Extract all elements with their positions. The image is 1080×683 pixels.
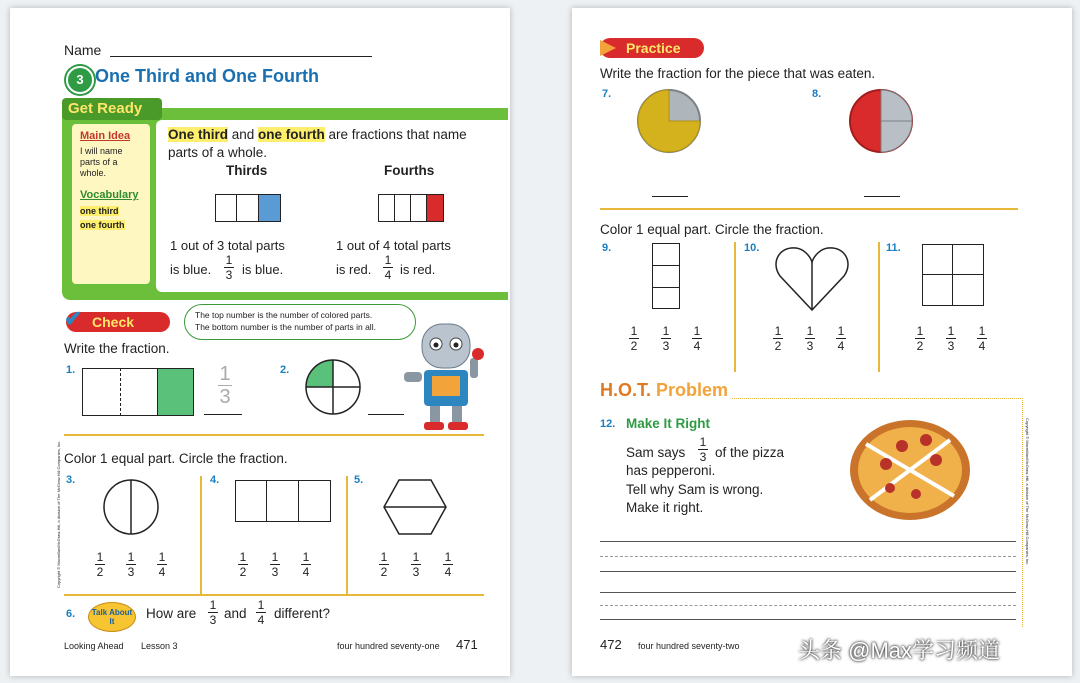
fourths-caption: is red. bbox=[400, 262, 436, 277]
choice-fraction[interactable]: 1 3 bbox=[127, 550, 135, 579]
question-number: 4. bbox=[210, 474, 220, 486]
intro-highlight: One third bbox=[168, 127, 228, 142]
question-number: 3. bbox=[66, 474, 76, 486]
intro-text bbox=[168, 126, 468, 162]
q4-bar[interactable] bbox=[235, 480, 331, 522]
name-field[interactable] bbox=[110, 56, 372, 57]
choice-fraction[interactable]: 1 3 bbox=[947, 324, 955, 353]
q6-text: different? bbox=[274, 606, 331, 621]
choice-fraction[interactable]: 1 2 bbox=[239, 550, 247, 579]
thirds-caption: 1 out of 3 total parts bbox=[170, 238, 285, 253]
answer-line[interactable] bbox=[652, 196, 688, 197]
main-idea-label: Main Idea bbox=[80, 130, 131, 142]
divider bbox=[410, 194, 411, 222]
choice-fraction[interactable]: 1 4 bbox=[444, 550, 452, 579]
question-number: 7. bbox=[602, 88, 612, 100]
choice-fraction[interactable]: 1 2 bbox=[916, 324, 924, 353]
divider bbox=[394, 194, 395, 222]
choice-fraction[interactable]: 1 2 bbox=[774, 324, 782, 353]
q5-hexagon[interactable] bbox=[382, 478, 448, 536]
q1-answer-fraction: 1 3 bbox=[219, 363, 231, 408]
q3-circle[interactable] bbox=[102, 478, 160, 536]
choice-fraction[interactable]: 1 4 bbox=[693, 324, 701, 353]
hot-problem-title: H.O.T. Problem bbox=[600, 380, 729, 400]
main-idea-text: I will name parts of a whole. bbox=[80, 146, 123, 178]
q12-text: Sam says bbox=[626, 445, 686, 460]
right-page bbox=[572, 8, 1072, 676]
column-divider bbox=[878, 242, 880, 372]
watermark: 头条 @Max学习频道 bbox=[798, 638, 1001, 663]
footer-lesson: Lesson 3 bbox=[141, 641, 178, 651]
fraction-one-third: 1 3 bbox=[699, 435, 707, 464]
write-fraction-instruction: Write the fraction. bbox=[64, 341, 170, 356]
choice-fraction[interactable]: 1 3 bbox=[806, 324, 814, 353]
question-number: 11. bbox=[886, 242, 901, 254]
fraction-one-third: 1 3 bbox=[225, 253, 233, 282]
page-number: 472 bbox=[600, 637, 622, 652]
check-label: Check bbox=[66, 312, 170, 332]
answer-line[interactable] bbox=[368, 414, 404, 415]
writing-guide bbox=[600, 605, 1016, 606]
thirds-colored-part bbox=[259, 195, 280, 221]
choice-fraction[interactable]: 1 2 bbox=[96, 550, 104, 579]
q12-title: Make It Right bbox=[626, 416, 711, 431]
choice-fraction[interactable]: 1 3 bbox=[412, 550, 420, 579]
divider bbox=[266, 480, 267, 522]
checkmark-icon: ✔ bbox=[64, 306, 83, 331]
q11-square[interactable] bbox=[922, 244, 984, 306]
thirds-label: Thirds bbox=[226, 163, 268, 178]
pizza-image bbox=[846, 414, 974, 526]
question-number: 10. bbox=[744, 242, 760, 254]
divider bbox=[236, 194, 237, 222]
page-number: 471 bbox=[456, 637, 478, 652]
question-number: 2. bbox=[280, 364, 290, 376]
q12-text: of the pizza bbox=[715, 445, 785, 460]
footer-chapter: Looking Ahead bbox=[64, 641, 124, 651]
question-number: 12. bbox=[600, 418, 616, 430]
footer-page-words: four hundred seventy-two bbox=[638, 641, 740, 651]
q2-circle bbox=[304, 358, 362, 416]
column-divider bbox=[200, 476, 202, 596]
section-divider bbox=[64, 434, 484, 436]
color-instruction: Color 1 equal part. Circle the fraction. bbox=[64, 451, 288, 466]
q12-text: Tell why Sam is wrong. bbox=[626, 482, 764, 497]
copyright-strip: Copyright © Macmillan/McGraw-Hill, a division of The McGraw-Hill Companies, Inc. bbox=[1025, 418, 1030, 566]
question-number: 9. bbox=[602, 242, 612, 254]
footer-page-words: four hundred seventy-one bbox=[337, 641, 440, 651]
q1-colored-part bbox=[158, 369, 193, 415]
q12-text: Make it right. bbox=[626, 500, 704, 515]
talk-about-it-icon: Talk About It bbox=[88, 602, 136, 632]
writing-line[interactable] bbox=[600, 541, 1016, 542]
arrow-icon bbox=[600, 40, 616, 56]
intro-highlight: one fourth bbox=[258, 127, 325, 142]
q10-heart[interactable] bbox=[774, 244, 850, 312]
robot-mascot bbox=[398, 314, 508, 436]
choice-fraction[interactable]: 1 2 bbox=[380, 550, 388, 579]
question-number: 5. bbox=[354, 474, 364, 486]
column-divider bbox=[346, 476, 348, 596]
vocab-item: one third bbox=[80, 206, 119, 216]
divider bbox=[652, 287, 680, 288]
choice-fraction[interactable]: 1 3 bbox=[271, 550, 279, 579]
vocab-label: Vocabulary bbox=[80, 189, 139, 201]
name-label: Name bbox=[64, 42, 102, 58]
question-number: 8. bbox=[812, 88, 822, 100]
writing-line[interactable] bbox=[600, 571, 1016, 572]
fourths-caption: is red. bbox=[336, 262, 372, 277]
practice-label: Practice bbox=[600, 38, 704, 58]
bubble-text: The top number is the number of colored parts. bbox=[195, 310, 373, 320]
lesson-badge: 3 bbox=[66, 66, 94, 94]
choice-fraction[interactable]: 1 4 bbox=[302, 550, 310, 579]
fourths-label: Fourths bbox=[384, 163, 435, 178]
practice-instruction: Write the fraction for the piece that was eaten. bbox=[600, 66, 876, 81]
writing-guide bbox=[600, 556, 1016, 557]
divider bbox=[922, 274, 984, 275]
section-divider bbox=[600, 208, 1018, 210]
fourths-caption: 1 out of 4 total parts bbox=[336, 238, 451, 253]
fourths-colored-part bbox=[427, 195, 443, 221]
answer-line[interactable] bbox=[204, 414, 242, 415]
choice-fraction[interactable]: 1 2 bbox=[630, 324, 638, 353]
speech-bubble bbox=[184, 304, 416, 340]
divider bbox=[120, 368, 121, 416]
choice-fraction[interactable]: 1 4 bbox=[837, 324, 845, 353]
intro-rest: are fractions that name parts of a whole. bbox=[168, 127, 467, 160]
vocab-item: one fourth bbox=[80, 220, 125, 230]
intro-and: and bbox=[228, 127, 259, 142]
thirds-caption: is blue. bbox=[242, 262, 284, 277]
question-number: 1. bbox=[66, 364, 76, 376]
q8-circle bbox=[848, 88, 914, 154]
get-ready-label: Get Ready bbox=[62, 98, 162, 120]
choice-fraction[interactable]: 1 4 bbox=[978, 324, 986, 353]
q6-text: and bbox=[224, 606, 247, 621]
divider bbox=[952, 244, 953, 306]
writing-line[interactable] bbox=[600, 592, 1016, 593]
thirds-caption: is blue. bbox=[170, 262, 212, 277]
column-divider bbox=[734, 242, 736, 372]
question-number: 6. bbox=[66, 608, 76, 620]
choice-fraction[interactable]: 1 3 bbox=[662, 324, 670, 353]
q9-shape[interactable] bbox=[652, 243, 680, 309]
left-page bbox=[10, 8, 510, 676]
copyright-strip: Copyright © Macmillan/McGraw-Hill, a division of The McGraw-Hill Companies, Inc. bbox=[56, 440, 61, 588]
section-divider bbox=[64, 594, 484, 596]
bubble-text: The bottom number is the number of parts in all. bbox=[195, 322, 376, 332]
fraction-one-third: 1 3 bbox=[209, 598, 217, 627]
divider bbox=[298, 480, 299, 522]
answer-line[interactable] bbox=[864, 196, 900, 197]
choice-fraction[interactable]: 1 4 bbox=[158, 550, 166, 579]
divider bbox=[652, 265, 680, 266]
page-title: One Third and One Fourth bbox=[95, 66, 319, 86]
fraction-one-fourth: 1 4 bbox=[257, 598, 265, 627]
q6-text: How are bbox=[146, 606, 197, 621]
q12-text: has pepperoni. bbox=[626, 463, 716, 478]
color-instruction: Color 1 equal part. Circle the fraction. bbox=[600, 222, 824, 237]
q7-circle bbox=[636, 88, 702, 154]
fraction-one-fourth: 1 4 bbox=[384, 253, 392, 282]
writing-line[interactable] bbox=[600, 619, 1016, 620]
